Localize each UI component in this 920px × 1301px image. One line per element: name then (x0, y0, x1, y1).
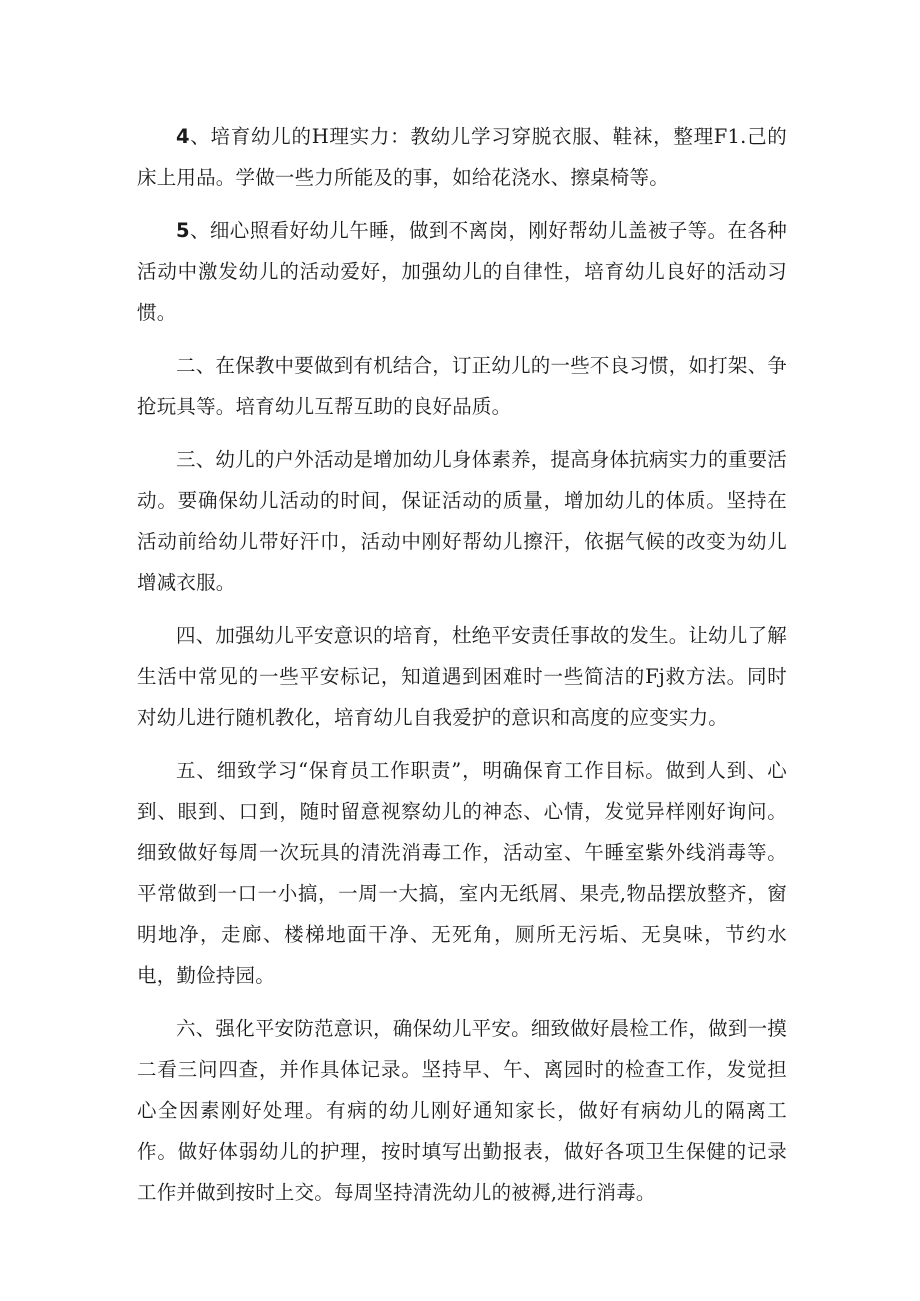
paragraph-section-3 (137, 439, 787, 603)
paragraph-section-2 (137, 345, 787, 427)
paragraph-text: 、细心照看好幼儿午睡，做到不离岗，刚好帮幼儿盖被子等。在各种活动中激发幼儿的活动爱好，加强幼儿的自律性，培育幼儿良好的活动习惯。 (137, 219, 787, 324)
paragraph-4 (137, 116, 787, 198)
paragraph-text: 五、细致学习“保育员工作职责”，明确保育工作目标。做到人到、心到、眼到、口到，随时留意视察幼儿的神态、心情，发觉异样刚好询问。细致做好每周一次玩具的清洗消毒工作，活动室、午睡室紫外线消毒等。平常做到一口一小搞，一周一大搞，室内无纸屑、果壳,物品摆放整齐，窗明地净，走廊、楼梯地面干净、无死角，厕所无污垢、无臭味，节约水电，勤俭持园。 (137, 759, 787, 987)
paragraph-section-5 (137, 750, 787, 996)
paragraph-section-6 (137, 1008, 787, 1213)
paragraph-section-4 (137, 615, 787, 738)
paragraph-text: 四、加强幼儿平安意识的培育，杜绝平安责任事故的发生。让幼儿了解生活中常见的一些平安标记，知道遇到困难时一些简洁的Fj救方法。同时对幼儿进行随机教化，培育幼儿自我爱护的意识和高度的应变实力。 (137, 624, 787, 729)
paragraph-number: 5 (176, 219, 190, 242)
paragraph-text: 六、强化平安防范意识，确保幼儿平安。细致做好晨检工作，做到一摸二看三问四查，并作具体记录。坚持早、午、离园时的检查工作，发觉担心全因素刚好处理。有病的幼儿刚好通知家长，做好有病幼儿的隔离工作。做好体弱幼儿的护理，按时填写出勤报表，做好各项卫生保健的记录工作并做到按时上交。每周坚持清洗幼儿的被褥,进行消毒。 (137, 1017, 787, 1204)
paragraph-text: 、培育幼儿的H理实力：教幼儿学习穿脱衣服、鞋袜，整理F1.己的床上用品。学做一些力所能及的事，如给花浇水、擦桌椅等。 (137, 125, 787, 189)
paragraph-5 (137, 210, 787, 333)
paragraph-number: 4 (176, 125, 190, 148)
document-body (137, 116, 787, 1225)
paragraph-text: 二、在保教中要做到有机结合，订正幼儿的一些不良习惯，如打架、争抢玩具等。培育幼儿互帮互助的良好品质。 (137, 354, 787, 418)
paragraph-text: 三、幼儿的户外活动是增加幼儿身体素养，提高身体抗病实力的重要活动。要确保幼儿活动的时间，保证活动的质量，增加幼儿的体质。坚持在活动前给幼儿带好汗巾，活动中刚好帮幼儿擦汗，依据气候的改变为幼儿增减衣服。 (137, 448, 787, 594)
